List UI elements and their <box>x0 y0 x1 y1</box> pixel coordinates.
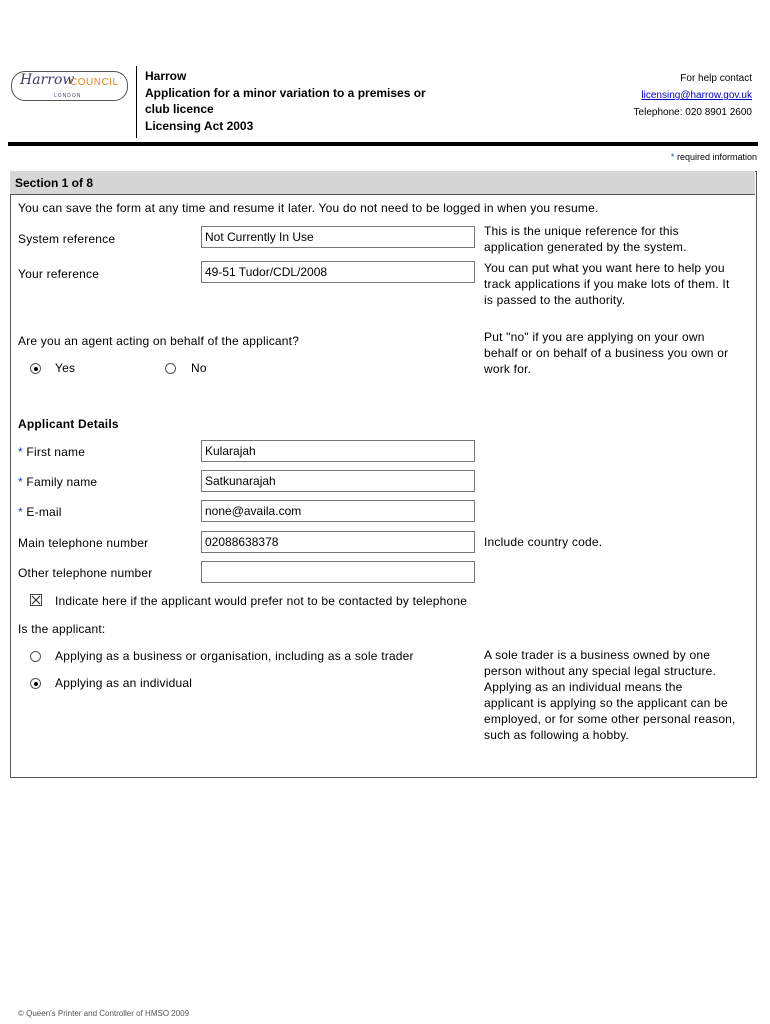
help-line: person without any special legal structure. <box>484 664 717 678</box>
applicant-type-help <box>484 647 736 743</box>
main-phone-label: Main telephone number <box>18 536 149 550</box>
logo-council-text: COUNCIL <box>70 77 119 88</box>
first-name-label <box>18 445 85 459</box>
individual-option-label: Applying as an individual <box>55 676 193 690</box>
form-title-block <box>145 68 426 134</box>
help-line: This is the unique reference for this <box>484 224 679 238</box>
system-reference-input[interactable] <box>201 226 475 248</box>
applicant-details-heading: Applicant Details <box>18 417 119 431</box>
checkbox-check-icon <box>31 595 41 605</box>
required-text: required information <box>676 152 757 162</box>
header-rule <box>8 142 758 146</box>
copyright-footer: © Queen's Printer and Controller of HMSO 2009 <box>18 1009 190 1018</box>
agent-no-label: No <box>191 361 207 375</box>
help-line: employed, or for some other personal reason, <box>484 712 736 726</box>
section-header <box>10 171 755 195</box>
system-reference-help <box>484 223 687 255</box>
required-note <box>671 152 757 162</box>
email-input[interactable] <box>201 500 475 522</box>
help-line: Applying as an individual means the <box>484 680 683 694</box>
your-reference-label: Your reference <box>18 267 100 281</box>
applicant-type-question: Is the applicant: <box>18 622 106 636</box>
help-line: Put "no" if you are applying on your own <box>484 330 705 344</box>
help-phone: Telephone: 020 8901 2600 <box>633 107 752 118</box>
help-line: track applications if you make lots of them. It <box>484 277 730 291</box>
no-phone-contact-label: Indicate here if the applicant would prefer not to be contacted by telephone <box>55 594 468 608</box>
email-label-text: E-mail <box>26 505 62 519</box>
required-star: * <box>670 152 675 162</box>
header-divider <box>136 66 137 138</box>
section-title: Section 1 of 8 <box>15 176 94 190</box>
your-reference-help <box>484 260 730 308</box>
main-phone-help: Include country code. <box>484 535 603 549</box>
logo-london-text: LONDON <box>54 93 82 99</box>
help-line: A sole trader is a business owned by one <box>484 648 711 662</box>
agent-yes-radio[interactable] <box>30 363 41 374</box>
individual-radio[interactable] <box>30 678 41 689</box>
agent-help <box>484 329 728 377</box>
other-phone-label: Other telephone number <box>18 566 153 580</box>
help-label: For help contact <box>680 73 752 84</box>
org-name: Harrow <box>145 69 187 83</box>
no-phone-contact-checkbox[interactable] <box>30 594 42 606</box>
required-star: * <box>18 475 23 489</box>
main-phone-input[interactable] <box>201 531 475 553</box>
email-label <box>18 505 62 519</box>
help-line: such as following a hobby. <box>484 728 630 742</box>
your-reference-input[interactable] <box>201 261 475 283</box>
required-star: * <box>18 445 23 459</box>
first-name-label-text: First name <box>26 445 86 459</box>
other-phone-input[interactable] <box>201 561 475 583</box>
help-line: You can put what you want here to help you <box>484 261 725 275</box>
family-name-label-text: Family name <box>26 475 98 489</box>
help-contact <box>634 70 752 121</box>
business-option-label: Applying as a business or organisation, including as a sole trader <box>55 649 414 663</box>
agent-no-radio[interactable] <box>165 363 176 374</box>
logo-script-text: Harrow <box>20 72 75 88</box>
form-title-line1: Application for a minor variation to a premises or <box>145 85 426 100</box>
help-line: work for. <box>484 362 532 376</box>
intro-text: You can save the form at any time and resume it later. You do not need to be logged in when you resume. <box>18 201 599 215</box>
agent-yes-label: Yes <box>55 361 76 375</box>
agent-question: Are you an agent acting on behalf of the applicant? <box>18 334 300 348</box>
family-name-input[interactable] <box>201 470 475 492</box>
form-title-line2: club licence <box>145 102 214 116</box>
first-name-input[interactable] <box>201 440 475 462</box>
help-line: is passed to the authority. <box>484 293 626 307</box>
family-name-label <box>18 475 97 489</box>
help-email-link[interactable]: licensing@harrow.gov.uk <box>641 90 752 101</box>
business-radio[interactable] <box>30 651 41 662</box>
help-line: behalf or on behalf of a business you own or <box>484 346 729 360</box>
help-line: applicant is applying so the applicant can be <box>484 696 728 710</box>
act-name: Licensing Act 2003 <box>145 118 254 133</box>
system-reference-label: System reference <box>18 232 116 246</box>
help-line: application generated by the system. <box>484 240 687 254</box>
required-star: * <box>18 505 23 519</box>
